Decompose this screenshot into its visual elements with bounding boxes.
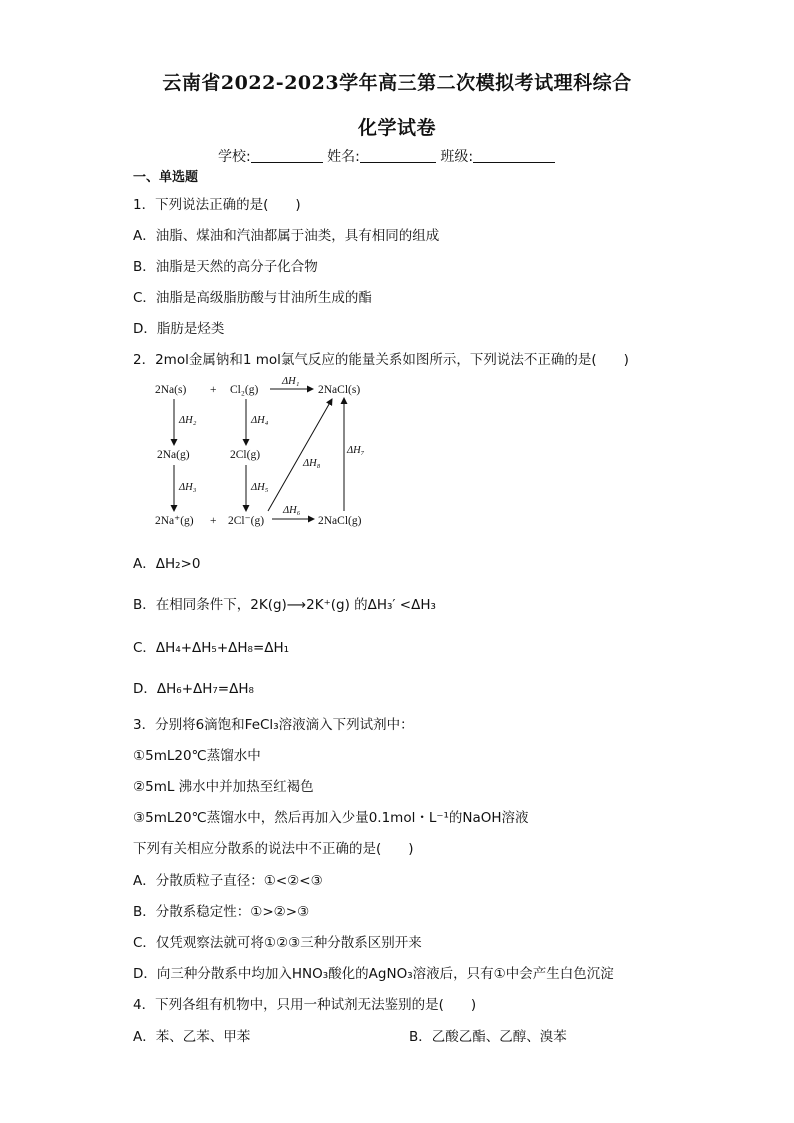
q2-option-a: A．ΔH₂>0 <box>133 556 201 572</box>
name-label: 姓名: <box>327 149 360 165</box>
species-cl-ion: 2Cl⁻(g) <box>228 515 265 527</box>
q4-stem: 4．下列各组有机物中，只用一种试剂无法鉴别的是( ) <box>133 997 477 1013</box>
q1-stem: 1．下列说法正确的是( ) <box>133 197 301 213</box>
q2-option-d: D．ΔH₆+ΔH₇=ΔH₈ <box>133 681 254 697</box>
plus-sign-bottom: + <box>210 515 217 527</box>
class-label: 班级: <box>440 149 474 165</box>
species-na-solid: 2Na(s) <box>155 384 187 396</box>
name-blank <box>360 148 436 163</box>
q3-option-d: D．向三种分散系中均加入HNO₃酸化的AgNO₃溶液后，只有①中会产生白色沉淀 <box>133 966 614 982</box>
label-dh8: ΔH₈ <box>303 458 321 469</box>
label-dh6: ΔH₆ <box>283 505 301 516</box>
label-dh1: ΔH₁ <box>282 376 300 387</box>
energy-cycle-diagram <box>150 373 380 533</box>
species-cl2-gas: Cl₂(g) <box>230 384 259 396</box>
q4-option-a: A．苯、乙苯、甲苯 <box>133 1029 251 1045</box>
species-nacl-gas: 2NaCl(g) <box>318 515 362 527</box>
q3-option-a: A．分散质粒子直径：①<②<③ <box>133 873 323 889</box>
label-dh3: ΔH₃ <box>179 482 197 493</box>
school-label: 学校: <box>218 149 251 165</box>
label-dh2: ΔH₂ <box>179 415 197 426</box>
q2-option-b: B．在相同条件下，2K(g)⟶2K⁺(g) 的ΔH₃′ <ΔH₃ <box>133 597 436 613</box>
q3-item-2: ②5mL 沸水中并加热至红褐色 <box>133 779 314 795</box>
q3-sub-stem: 下列有关相应分散系的说法中不正确的是( ) <box>133 841 414 857</box>
q1-option-b: B．油脂是天然的高分子化合物 <box>133 259 318 275</box>
species-nacl-solid: 2NaCl(s) <box>318 384 361 396</box>
q1-option-c: C．油脂是高级脂肪酸与甘油所生成的酯 <box>133 290 372 306</box>
q3-option-c: C．仅凭观察法就可将①②③三种分散系区别开来 <box>133 935 422 951</box>
arrow-dh8 <box>268 399 332 511</box>
species-na-gas: 2Na(g) <box>157 449 190 461</box>
label-dh7: ΔH₇ <box>347 445 365 456</box>
student-info-row <box>218 146 555 166</box>
section-heading: 一、单选题 <box>133 170 199 185</box>
exam-title: 云南省2022-2023学年高三第二次模拟考试理科综合 <box>162 72 632 94</box>
q3-option-b: B．分散系稳定性：①>②>③ <box>133 904 310 920</box>
label-dh4: ΔH₄ <box>251 415 269 426</box>
q1-option-d: D．脂肪是烃类 <box>133 321 225 337</box>
q4-option-b: B．乙酸乙酯、乙醇、溴苯 <box>409 1029 567 1045</box>
school-blank <box>251 148 323 163</box>
q2-option-c: C．ΔH₄+ΔH₅+ΔH₈=ΔH₁ <box>133 640 290 656</box>
q3-item-3: ③5mL20℃蒸馏水中，然后再加入少量0.1mol・L⁻¹的NaOH溶液 <box>133 810 529 826</box>
q3-stem: 3．分别将6滴饱和FeCl₃溶液滴入下列试剂中： <box>133 717 414 733</box>
plus-sign-top: + <box>210 384 217 396</box>
q1-option-a: A．油脂、煤油和汽油都属于油类，具有相同的组成 <box>133 228 440 244</box>
class-blank <box>473 148 555 163</box>
q2-stem: 2．2mol金属钠和1 mol氯气反应的能量关系如图所示，下列说法不正确的是( ) <box>133 352 629 368</box>
q3-item-1: ①5mL20℃蒸馏水中 <box>133 748 261 764</box>
label-dh5: ΔH₅ <box>251 482 269 493</box>
species-cl-gas: 2Cl(g) <box>230 449 261 461</box>
species-na-ion: 2Na⁺(g) <box>155 515 194 527</box>
exam-subtitle: 化学试卷 <box>357 117 436 139</box>
